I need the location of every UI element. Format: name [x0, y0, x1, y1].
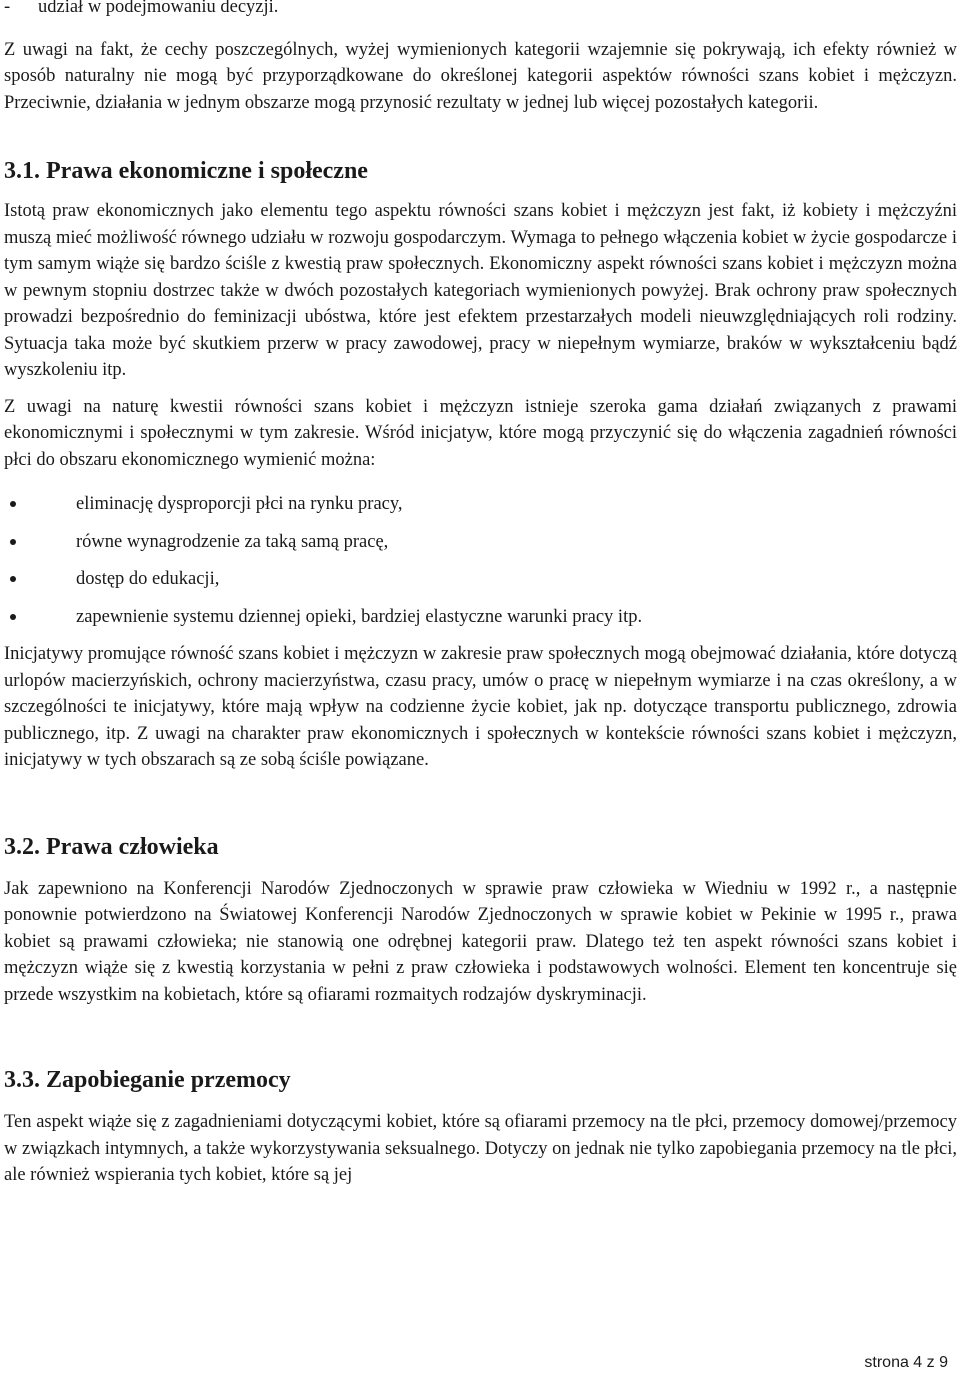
bullet-icon — [10, 501, 16, 507]
section-heading-3-2: 3.2. Prawa człowieka — [4, 833, 219, 860]
section-3-3-paragraph-1: Ten aspekt wiąże się z zagadnieniami dotyczącymi kobiet, które są ofiarami przemocy na tle płci, przemocy domowej/przemocy w związkach intymnych, a także wykorzystywania seksualnego. Dotyczy on jednak nie tylko zapobiegania przemocy na tle płci, ale również wspierania tych kobiet, które są jej — [4, 1112, 957, 1185]
list-item-text: udział w podejmowaniu decyzji. — [38, 0, 279, 17]
intro-paragraph: Z uwagi na fakt, że cechy poszczególnych, wyżej wymienionych kategorii wzajemnie się pokrywają, ich efekty również w sposób naturalny nie mogą być przyporządkowane do określonej kategorii aspektów równości szans kobiet i mężczyzn. Przeciwnie, działania w jednym obszarze mogą przynosić rezultaty w jednej lub więcej pozostałych kategorii. — [4, 39, 957, 113]
initiatives-list — [4, 491, 957, 630]
bullet-icon — [10, 576, 16, 582]
section-3-2-paragraph-1: Jak zapewniono na Konferencji Narodów Zjednoczonych w sprawie praw człowieka w Wiedniu w 1992 r., a następnie ponownie potwierdzono na Światowej Konferencji Narodów Zjednoczonych w sprawie kobiet w Pekinie w 1995 r., prawa kobiet są prawami człowieka; nie stanowią one odrębnej kategorii praw. Dlatego też ten aspekt równości szans kobiet i mężczyzn wiąże się z kwestią korzystania w pełni z praw człowieka i podstawowych wolności. Element ten koncentruje się przede wszystkim na kobietach, które są ofiarami rozmaitych rodzajów dyskryminacji. — [4, 878, 957, 1005]
bullet-icon — [10, 614, 16, 620]
document-page — [4, 0, 957, 1189]
page-number: strona 4 z 9 — [864, 1354, 948, 1371]
list-item — [4, 491, 957, 518]
list-item-text: eliminację dysproporcji płci na rynku pracy, — [76, 494, 403, 514]
list-item — [4, 529, 957, 556]
list-item-text: równe wynagrodzenie za taką samą pracę, — [76, 531, 389, 552]
list-item-text: dostęp do edukacji, — [76, 569, 220, 589]
section-3-1-paragraph-2: Z uwagi na naturę kwestii równości szans kobiet i mężczyzn istnieje szeroka gama działań związanych z prawami ekonomicznymi i społecznymi w tym zakresie. Wśród inicjatyw, które mogą przyczynić się do włączenia zagadnień równości płci do obszaru ekonomicznego wymienić można: — [4, 396, 957, 470]
list-item-continuation — [4, 0, 957, 21]
section-3-1-paragraph-1: Istotą praw ekonomicznych jako elementu tego aspektu równości szans kobiet i mężczyzn jest fakt, iż kobiety i mężczyźni muszą mieć możliwość równego udziału w rozwoju gospodarczym. Wymaga to pełnego włączenia kobiet w życie gospodarcze i tym samym wiąże się bardzo ściśle z kwestią praw społecznych. Ekonomiczny aspekt równości szans kobiet i mężczyzn można w pewnym stopniu dostrzec także w dwóch pozostałych kategoriach wymienionych powyżej. Brak ochrony praw społecznych prowadzi bezpośrednio do feminizacji ubóstwa, które jest efektem przestarzałych modeli nieuwzględniających roli rodziny. Sytuacja taka może być skutkiem przerw w pracy zawodowej, pracy w niepełnym wymiarze, braków w wykształceniu bądź wyszkoleniu itp. — [4, 201, 957, 380]
dash-marker: - — [4, 0, 11, 17]
list-item — [4, 604, 957, 631]
section-3-1-paragraph-3: Inicjatywy promujące równość szans kobiet i mężczyzn w zakresie praw społecznych mogą obejmować działania, które dotyczą urlopów macierzyńskich, ochrony macierzyństwa, czasu pracy, umów o pracę w niepełnym wymiarze i na czas określony, a w szczególności te inicjatywy, które mają wpływ na codzienne życie kobiet, jak np. dotyczące transportu publicznego, zdrowia publicznego, itp. Z uwagi na charakter praw ekonomicznych i społecznych w kontekście równości szans kobiet i mężczyzn, inicjatywy w tych obszarach są ze sobą ściśle powiązane. — [4, 644, 957, 770]
list-item-text: zapewnienie systemu dziennej opieki, bardziej elastyczne warunki pracy itp. — [76, 606, 643, 627]
section-heading-3-1: 3.1. Prawa ekonomiczne i społeczne — [4, 158, 368, 184]
section-heading-3-3: 3.3. Zapobieganie przemocy — [4, 1067, 291, 1093]
bullet-icon — [10, 539, 16, 545]
list-item — [4, 566, 957, 593]
